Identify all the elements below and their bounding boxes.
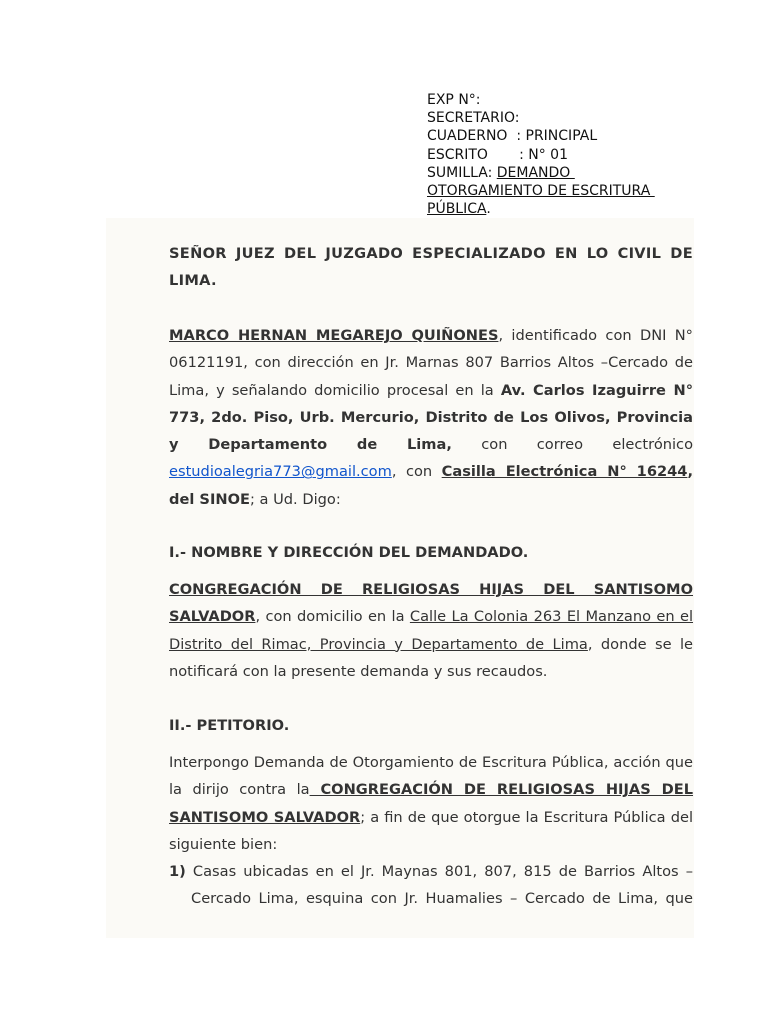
plaintiff-name: MARCO HERNAN MEGAREJO QUIÑONES xyxy=(169,327,499,344)
electronic-box-comma: , xyxy=(687,463,693,481)
procedural-address: Av. Carlos Izaguirre N° 773, 2do. Piso, Urb. Mercurio, Distrito de Los Olivos, Provincia y Departamento de Lima, xyxy=(169,381,694,454)
item-text: Casas ubicadas en el Jr. Maynas 801, 807, 815 de Barrios Altos – Cercado Lima, esquina con Jr. Huamalies – Cercado de Lima, que xyxy=(185,863,693,908)
petition-defendant: CONGREGACIÓN DE RELIGIOSAS HIJAS DEL SANTISOMO SALVADOR xyxy=(169,781,693,826)
notebook: CUADERNO : PRINCIPAL xyxy=(427,128,598,145)
petition-text-2: ; a fin de que otorgue la Escritura Pública del siguiente bien: xyxy=(169,808,693,853)
defendant-text-2: , donde se le notificará con la presente demanda y sus recaudos. xyxy=(169,635,693,680)
judge-address: SEÑOR JUEZ DEL JUZGADO ESPECIALIZADO EN LO CIVIL DE LIMA. xyxy=(169,245,693,290)
plaintiff-paragraph xyxy=(169,322,693,513)
sinoe-label: del SINOE xyxy=(169,490,250,508)
writ-number: ESCRITO : N° 01 xyxy=(427,146,568,163)
defendant-text-1: , con domicilio en la xyxy=(255,608,410,626)
secretary: SECRETARIO: xyxy=(427,110,520,127)
plaintiff-text-3: , con xyxy=(391,463,442,481)
plaintiff-text-2: con correo electrónico xyxy=(451,436,693,454)
summary-period: . xyxy=(486,201,491,218)
summary-text-2: OTORGAMIENTO DE ESCRITURA xyxy=(427,183,655,200)
item-number: 1) xyxy=(169,863,186,880)
summary-line-3 xyxy=(427,200,689,218)
summary-label: SUMILLA: xyxy=(427,164,497,181)
plaintiff-text-1: , identificado con DNI N° 06121191, con dirección en Jr. Marnas 807 Barrios Altos –Cercado de Lima, y señalando domicilio procesal en la xyxy=(169,327,693,399)
plaintiff-text-4: ; a Ud. Digo: xyxy=(249,490,341,508)
petition-text-1: Interpongo Demanda de Otorgamiento de Escritura Pública, acción que la dirijo contra la xyxy=(169,754,693,799)
summary-line-2 xyxy=(427,182,689,200)
defendant-paragraph xyxy=(169,576,693,685)
electronic-box: Casilla Electrónica N° 16244 xyxy=(441,463,688,481)
exp-number: EXP N°: xyxy=(427,92,481,108)
case-header xyxy=(427,91,689,218)
email-link[interactable]: estudioalegria773@gmail.com xyxy=(169,463,392,481)
summary-text-3: PÚBLICA xyxy=(427,201,487,218)
list-item xyxy=(169,858,693,913)
defendant-address: Calle La Colonia 263 El Manzano en el Distrito del Rimac, Provincia y Departamento de Lima xyxy=(169,608,693,653)
section-1-heading: I.- NOMBRE Y DIRECCIÓN DEL DEMANDADO. xyxy=(169,544,529,561)
summary-line-1 xyxy=(427,164,689,182)
petition-paragraph xyxy=(169,749,693,858)
section-2-heading: II.- PETITORIO. xyxy=(169,717,290,734)
summary-text-1: DEMANDO xyxy=(496,164,575,181)
defendant-name: CONGREGACIÓN DE RELIGIOSAS HIJAS DEL SANTISOMO SALVADOR xyxy=(169,581,693,626)
